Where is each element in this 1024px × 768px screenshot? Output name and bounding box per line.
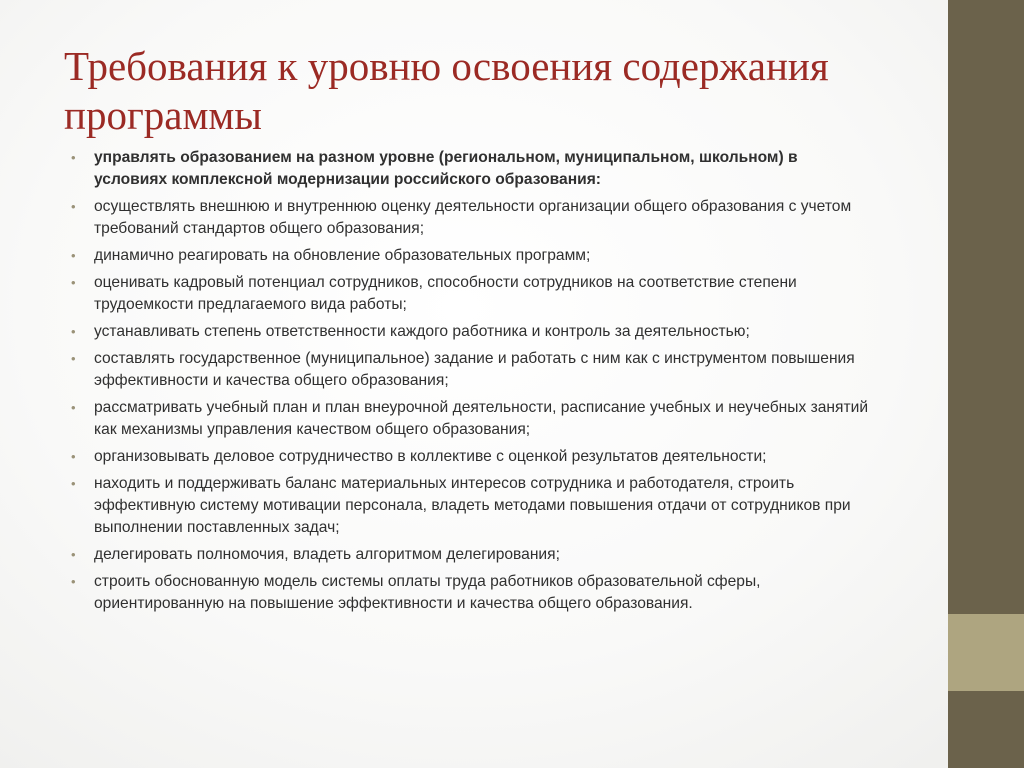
list-item-text: осуществлять внешнюю и внутреннюю оценку деятельности организации общего образования с учетом требований стандартов общего образования; bbox=[94, 198, 852, 237]
list-item-text: оценивать кадровый потенциал сотрудников, способности сотрудников на соответствие степени трудоемкости предлагаемого вида работы; bbox=[94, 274, 797, 313]
list-item bbox=[70, 571, 870, 615]
bullet-icon: • bbox=[71, 275, 76, 290]
list-item-text: рассматривать учебный план и план внеурочной деятельности, расписание учебных и неучебных занятий как механизмы управления качеством общего образования; bbox=[94, 399, 869, 438]
bullet-list bbox=[70, 147, 870, 620]
list-item-text: управлять образованием на разном уровне (региональном, муниципальном, школьном) в условиях комплексной модернизации российского образования: bbox=[94, 149, 798, 188]
bullet-icon: • bbox=[71, 547, 76, 562]
bullet-icon: • bbox=[71, 351, 76, 366]
side-decoration-accent bbox=[948, 614, 1024, 691]
bullet-icon: • bbox=[71, 199, 76, 214]
list-item-text: составлять государственное (муниципальное) задание и работать с ним как с инструментом повышения эффективности и качества общего образования; bbox=[94, 350, 855, 389]
list-item bbox=[70, 245, 870, 267]
bullet-icon: • bbox=[71, 150, 76, 165]
list-item-text: строить обоснованную модель системы оплаты труда работников образовательной сферы, ориентированную на повышение эффективности и качества общего образования. bbox=[94, 573, 761, 612]
list-item-text: динамично реагировать на обновление образовательных программ; bbox=[94, 247, 591, 264]
bullet-icon: • bbox=[71, 248, 76, 263]
bullet-icon: • bbox=[71, 476, 76, 491]
list-item bbox=[70, 147, 870, 191]
bullet-icon: • bbox=[71, 574, 76, 589]
list-item bbox=[70, 272, 870, 316]
list-item bbox=[70, 196, 870, 240]
list-item bbox=[70, 446, 870, 468]
list-item bbox=[70, 544, 870, 566]
list-item-text: находить и поддерживать баланс материальных интересов сотрудника и работодателя, строить эффективную систему мотивации персонала, владеть методами повышения отдачи от сотрудников при выполнении поставленных задач; bbox=[94, 475, 851, 536]
list-item-text: организовывать деловое сотрудничество в коллективе с оценкой результатов деятельности; bbox=[94, 448, 767, 465]
bullet-icon: • bbox=[71, 400, 76, 415]
list-item-text: делегировать полномочия, владеть алгоритмом делегирования; bbox=[94, 546, 560, 563]
bullet-icon: • bbox=[71, 449, 76, 464]
list-item bbox=[70, 473, 870, 539]
slide-title: Требования к уровню освоения содержания программы bbox=[64, 43, 829, 138]
bullet-icon: • bbox=[71, 324, 76, 339]
list-item bbox=[70, 348, 870, 392]
list-item bbox=[70, 321, 870, 343]
list-item-text: устанавливать степень ответственности каждого работника и контроль за деятельностью; bbox=[94, 323, 750, 340]
list-item bbox=[70, 397, 870, 441]
